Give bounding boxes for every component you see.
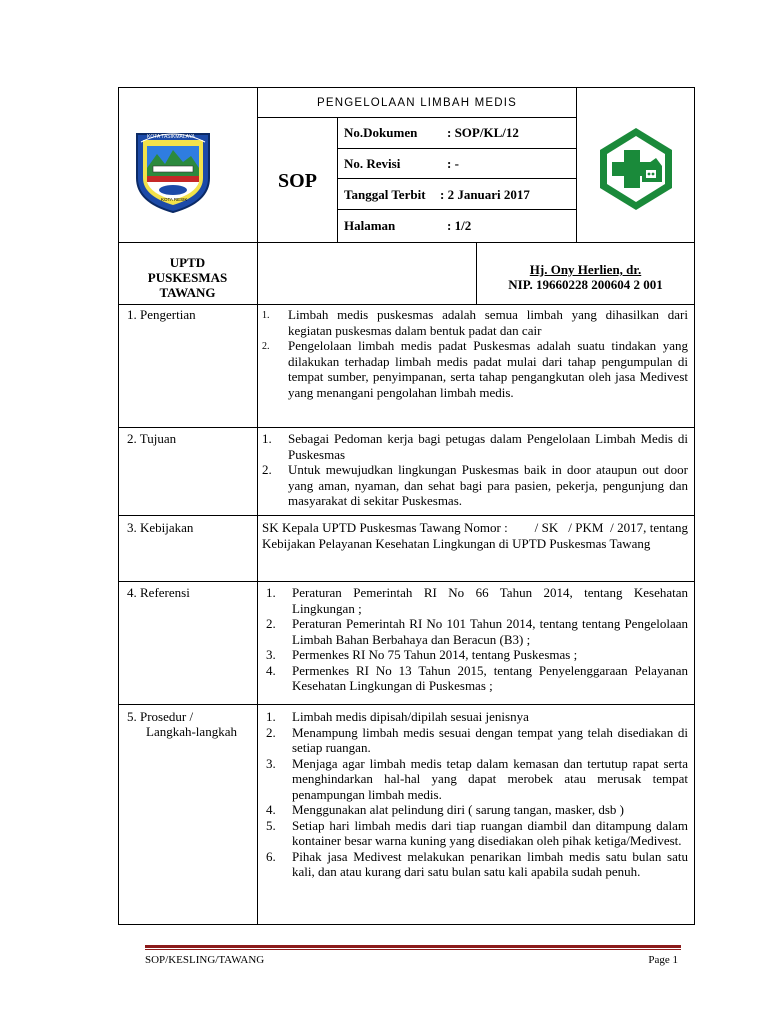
list-item: 3. Permenkes RI No 75 Tahun 2014, tentang Puskesmas ; bbox=[266, 647, 578, 662]
list-item: 1. Sebagai Pedoman kerja bagi petugas dalam Pengelolaan Limbah Medis di Puskesmas bbox=[262, 431, 688, 462]
section-content-kebijakan bbox=[262, 520, 692, 551]
footer-page-number: Page 1 bbox=[648, 954, 678, 966]
unit-line-2: PUSKESMAS bbox=[147, 270, 228, 285]
puskesmas-cross-icon bbox=[596, 126, 676, 212]
list-item: 4. Menggunakan alat pelindung diri ( sarung tangan, masker, dsb ) bbox=[266, 802, 624, 817]
field-label-no-dokumen: No.Dokumen bbox=[344, 125, 418, 140]
list-item: 5. Setiap hari limbah medis dari tiap ruangan diambil dan ditampung dalam kontainer besar warna kuning yang disediakan oleh pihak ketiga/Medivest. bbox=[266, 817, 688, 848]
footer-rule-thin bbox=[145, 949, 681, 950]
field-value-tanggal-terbit: : 2 Januari 2017 bbox=[440, 187, 530, 202]
field-value-halaman: : 1/2 bbox=[447, 218, 472, 233]
section-label-prosedur: 5. Prosedur / bbox=[127, 709, 194, 724]
list-item: 6. Pihak jasa Medivest melakukan penarikan limbah medis satu bulan satu kali, dan atau kurang dari satu bulan satu kali apabila sudah penuh. bbox=[266, 848, 688, 879]
section-content-pengertian bbox=[262, 307, 688, 400]
list-item: 1. Limbah medis dipisah/dipilah sesuai jenisnya bbox=[266, 709, 529, 724]
puskesmas-logo bbox=[596, 126, 676, 212]
field-label-halaman: Halaman bbox=[344, 218, 396, 233]
list-item: 1. Peraturan Pemerintah RI No 66 Tahun 2014, tentang Kesehatan Lingkungan ; bbox=[266, 585, 688, 616]
list-item: 3. Menjaga agar limbah medis tetap dalam kemasan dan tertutup rapat serta menghindarkan hal-hal yang dapat merobek atau merusak tempat penampungan limbah medis. bbox=[266, 755, 688, 802]
unit-line-3: TAWANG bbox=[159, 285, 216, 300]
sop-label: SOP bbox=[278, 170, 317, 192]
section-label-referensi: 4. Referensi bbox=[127, 585, 190, 600]
list-item: 4. Permenkes RI No 13 Tahun 2015, tentang Penyelenggaraan Pelayanan Kesehatan Lingkungan di Puskesmas ; bbox=[266, 662, 688, 693]
field-label-no-revisi: No. Revisi bbox=[344, 156, 401, 171]
list-item: 2. Peraturan Pemerintah RI No 101 Tahun 2014, tentang tentang Pengelolaan Limbah Bahan Berbahaya dan Beracun (B3) ; bbox=[266, 616, 688, 647]
section-label-pengertian: 1. Pengertian bbox=[127, 307, 196, 322]
footer-left: SOP/KESLING/TAWANG bbox=[145, 954, 265, 966]
list-item: 2. Untuk mewujudkan lingkungan Puskesmas baik in door ataupun out door yang aman, nyaman, dan sehat bagi para pasien, pekerja, pengunjung dan masyarakat di sekitar Puskesmas. bbox=[262, 462, 688, 508]
emblem-text-top: KOTA TASIKMALAYA bbox=[147, 134, 195, 140]
unit-line-1: UPTD bbox=[169, 255, 206, 270]
field-value-no-dokumen: : SOP/KL/12 bbox=[447, 125, 519, 140]
section-content-tujuan bbox=[262, 431, 688, 509]
city-emblem bbox=[133, 128, 213, 214]
section-label-prosedur-line2: Langkah-langkah bbox=[146, 724, 237, 739]
signer-nip: NIP. 19660228 200604 2 001 bbox=[508, 277, 663, 292]
field-label-tanggal-terbit: Tanggal Terbit bbox=[344, 187, 426, 202]
list-item: 2. Menampung limbah medis sesuai dengan tempat yang telah disediakan di setiap ruangan. bbox=[266, 724, 688, 755]
section-label-kebijakan: 3. Kebijakan bbox=[127, 520, 194, 535]
policy-text: SK Kepala UPTD Puskesmas Tawang Nomor : / SK / PKM / 2017, tentang Kebijakan Pelayanan Kesehatan Lingkungan di UPTD Puskesmas Tawang bbox=[262, 520, 692, 551]
field-value-no-revisi: : - bbox=[447, 156, 459, 171]
list-item: 1. Limbah medis puskesmas adalah semua limbah yang dihasilkan dari kegiatan puskesmas dalam bentuk padat dan cair bbox=[262, 307, 688, 338]
document-title: PENGELOLAAN LIMBAH MEDIS bbox=[316, 97, 518, 109]
footer-rule bbox=[145, 945, 681, 948]
list-item: 2. Pengelolaan limbah medis padat Puskesmas adalah suatu tindakan yang dilakukan terhadap limbah medis padat mulai dari tahap pengumpulan di tempat sumber, penyimpanan, serta tahap pengangkutan oleh jasa Medivest yang menangani pengolahan limbah medis. bbox=[262, 338, 688, 400]
emblem-text-bottom: KOTA RESIK bbox=[161, 197, 188, 202]
section-content-prosedur bbox=[266, 709, 688, 880]
section-label-tujuan: 2. Tujuan bbox=[127, 431, 177, 446]
section-content-referensi bbox=[266, 585, 688, 694]
signer-name: Hj. Ony Herlien, dr. bbox=[529, 262, 642, 277]
